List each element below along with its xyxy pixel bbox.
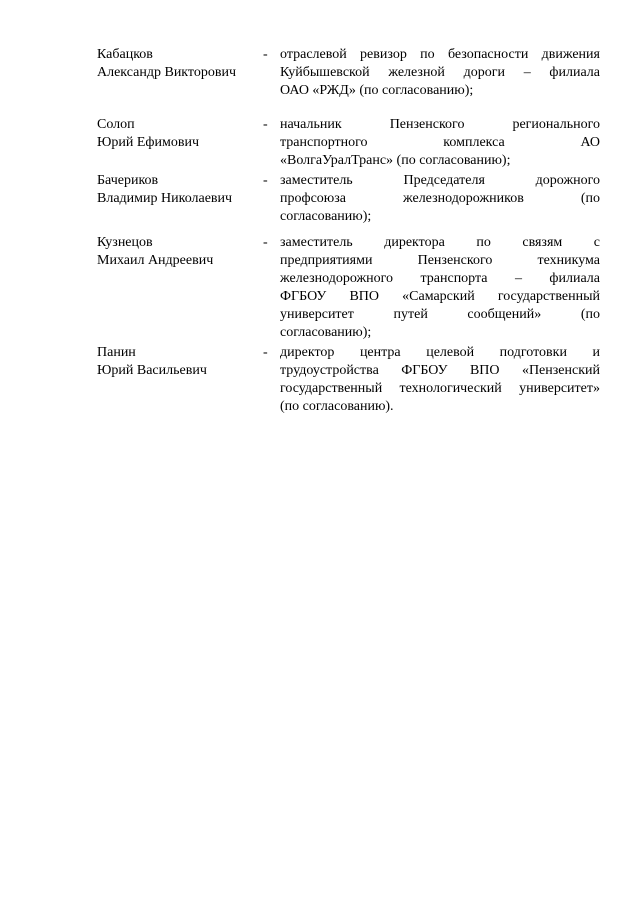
member-surname: Кабацков (97, 47, 153, 62)
member-role-line: согласованию); (280, 325, 372, 340)
member-role-line: отраслевой ревизор по безопасности движения (280, 47, 600, 62)
member-role (280, 344, 600, 416)
member-entry (97, 172, 600, 226)
member-given-names: Владимир Николаевич (97, 191, 233, 206)
member-dash: - (263, 345, 268, 360)
member-role-line: директор центра целевой подготовки и (280, 345, 600, 360)
member-role (280, 46, 600, 100)
member-entry (97, 234, 600, 342)
member-role-line: начальник Пензенского регионального (280, 117, 600, 132)
member-role-line: «ВолгаУралТранс» (по согласованию); (280, 153, 511, 168)
member-name (97, 116, 263, 152)
member-role (280, 116, 600, 170)
member-role-line: профсоюза железнодорожников (по (280, 191, 600, 206)
member-entry (97, 116, 600, 170)
member-name (97, 46, 263, 82)
member-role-line: трудоустройства ФГБОУ ВПО «Пензенский (280, 363, 600, 378)
member-role-line: согласованию); (280, 209, 372, 224)
member-name (97, 344, 263, 380)
member-role-line: транспортного комплекса АО (280, 135, 600, 150)
member-name (97, 172, 263, 208)
member-entry (97, 46, 600, 100)
member-role (280, 234, 600, 342)
member-role-line: государственный технологический университет» (280, 381, 600, 396)
member-role-line: ОАО «РЖД» (по согласованию); (280, 83, 474, 98)
member-role-line: заместитель Председателя дорожного (280, 173, 600, 188)
member-role-line: (по согласованию). (280, 399, 394, 414)
member-role-line: ФГБОУ ВПО «Самарский государственный (280, 289, 600, 304)
member-dash: - (263, 173, 268, 188)
member-role-line: железнодорожного транспорта – филиала (280, 271, 600, 286)
members-list (97, 46, 600, 416)
member-surname: Бачериков (97, 173, 159, 188)
member-role-line: университет путей сообщений» (по (280, 307, 600, 322)
member-dash: - (263, 47, 268, 62)
member-role-line: заместитель директора по связям с (280, 235, 600, 250)
member-dash: - (263, 117, 268, 132)
member-surname: Кузнецов (97, 235, 153, 250)
member-given-names: Юрий Васильевич (97, 363, 207, 378)
member-role-line: предприятиями Пензенского техникума (280, 253, 600, 268)
member-given-names: Михаил Андреевич (97, 253, 214, 268)
member-role (280, 172, 600, 226)
member-surname: Панин (97, 345, 136, 360)
member-name (97, 234, 263, 270)
member-given-names: Александр Викторович (97, 65, 237, 80)
member-role-line: Куйбышевской железной дороги – филиала (280, 65, 600, 80)
member-surname: Солоп (97, 117, 135, 132)
member-given-names: Юрий Ефимович (97, 135, 199, 150)
member-entry (97, 344, 600, 416)
member-dash: - (263, 235, 268, 250)
